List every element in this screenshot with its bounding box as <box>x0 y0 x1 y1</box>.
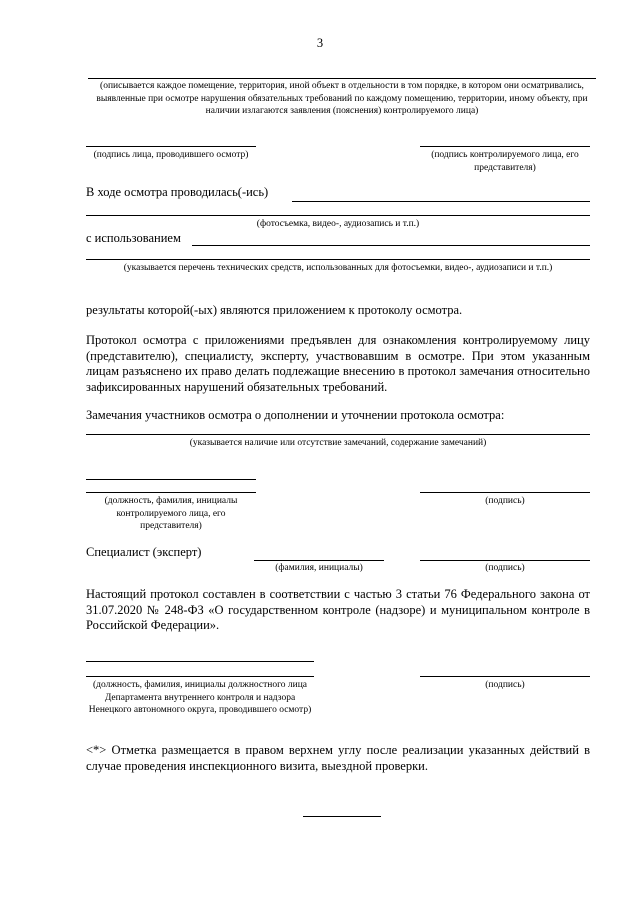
specialist-signature-caption: (подпись) <box>485 563 525 573</box>
specialist-signature-line <box>420 560 590 561</box>
controlled-signature-caption: (подпись контролируемого лица, его представителя) <box>431 150 579 173</box>
using-field-line-2 <box>86 259 590 260</box>
compiled-paragraph: Настоящий протокол составлен в соответствии с частью 3 статьи 76 Федерального закона от 31.07.2020 № 248-ФЗ «О государственном контроле (надзоре) и муниципальном контроле в Российской Федерации». <box>86 587 590 632</box>
tech-caption: (указывается перечень технических средств, использованных для фотосъемки, видео-, аудиозаписи и т.п.) <box>123 263 553 273</box>
inspection-field-line <box>292 201 590 202</box>
official-position-caption: (должность, фамилия, инициалы должностного лица Департамента внутреннего контроля и надзора Ненецкого автономного округа, проводившего осмотр) <box>88 680 312 715</box>
official-position-line-top <box>86 661 314 662</box>
controlled-signature-caption-2: (подпись) <box>485 496 525 506</box>
controlled-signature-line <box>420 146 590 147</box>
inspection-label: В ходе осмотра проводилась(-ись) <box>86 185 269 199</box>
controlled-signature-line-2 <box>420 492 590 493</box>
remarks-caption: (указывается наличие или отсутствие замечаний, содержание замечаний) <box>189 438 487 448</box>
inspector-signature-line <box>86 146 256 147</box>
page-number: 3 <box>316 36 324 50</box>
using-field-line <box>192 245 590 246</box>
end-divider <box>303 816 381 817</box>
official-signature-caption: (подпись) <box>485 680 525 690</box>
controlled-position-line-top <box>86 479 256 480</box>
remarks-label: Замечания участников осмотра о дополнении и уточнении протокола осмотра: <box>86 408 505 422</box>
specialist-name-line <box>254 560 384 561</box>
official-signature-line <box>420 676 590 677</box>
controlled-position-caption: (должность, фамилия, инициалы контролируемого лица, его представителя) <box>104 496 238 531</box>
footnote: <*> Отметка размещается в правом верхнем углу после реализации указанных действий в случае проведения инспекционного визита, выездной проверки. <box>86 743 590 773</box>
presented-paragraph: Протокол осмотра с приложениями предъявлен для ознакомления контролируемому лицу (представителю), специалисту, эксперту, участвовавшим в осмотре. При этом указанным лицам разъяснено их право делать подлежащие внесению в протокол замечания относительно зафиксированных нарушений обязательных требований. <box>86 333 590 394</box>
description-caption: (описывается каждое помещение, территория, иной объект в отдельности в том порядке, в котором они осматривались, выявленные при осмотре нарушения обязательных требований по каждому помещению, территории, иному объекту, при наличии излагаются заявления (пояснения) контролируемого лица) <box>96 81 588 116</box>
photo-caption: (фотосъемка, видео-, аудиозапись и т.п.) <box>256 219 420 229</box>
inspector-signature-caption: (подпись лица, проводившего осмотр) <box>93 150 249 160</box>
specialist-label: Специалист (эксперт) <box>86 545 202 559</box>
description-line <box>88 78 596 79</box>
using-label: с использованием <box>86 231 181 245</box>
official-position-line <box>86 676 314 677</box>
specialist-name-caption: (фамилия, инициалы) <box>275 563 363 573</box>
results-text: результаты которой(-ых) являются приложением к протоколу осмотра. <box>86 303 463 317</box>
remarks-line <box>86 434 590 435</box>
controlled-position-line <box>86 492 256 493</box>
inspection-field-line-2 <box>86 215 590 216</box>
